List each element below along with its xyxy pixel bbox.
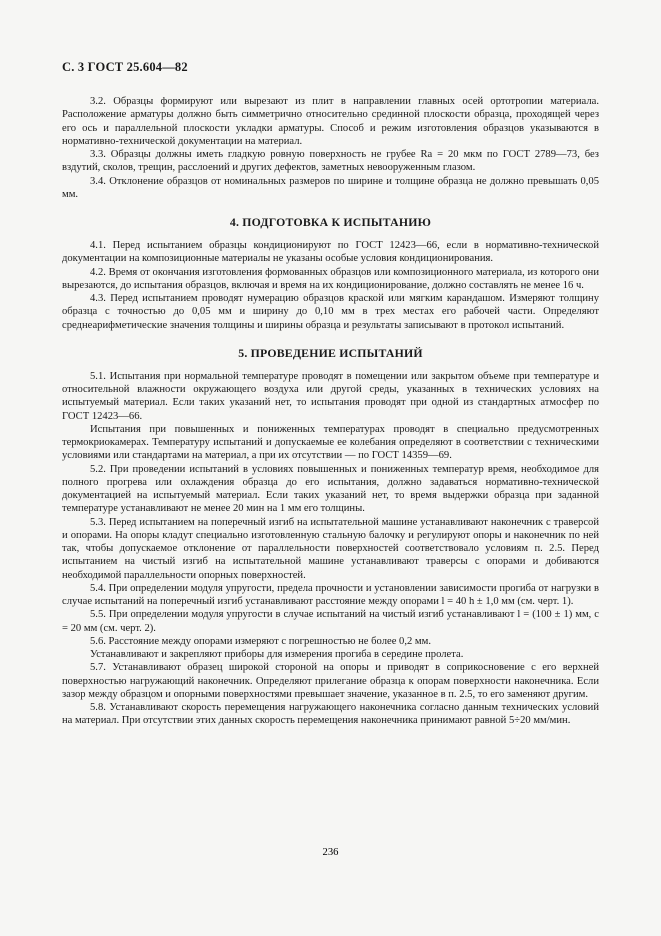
- paragraph-5-2: 5.2. При проведении испытаний в условиях повышенных и пониженных температур время, необходимое для полного прогрева или охлаждения образца до его испытания, должно задаваться нормативно-технической документацией на испытуемый материал. Если таких указаний нет, то время выдержки образца при заданной температуре устанавливают не менее 20 мин на 1 мм его толщины.: [62, 463, 599, 515]
- page-number: 236: [322, 847, 339, 858]
- section-5: [62, 346, 599, 728]
- section-title-4: 4. ПОДГОТОВКА К ИСПЫТАНИЮ: [229, 215, 432, 229]
- paragraph-3-4: 3.4. Отклонение образцов от номинальных размеров по ширине и толщине образца не должно превышать 0,05 мм.: [62, 175, 599, 200]
- paragraph-4-2: 4.2. Время от окончания изготовления формованных образцов или композиционного материала, из которого они вырезаются, до испытания образцов, включая и время на их кондиционирование, должно составлять не менее 16 ч.: [62, 266, 599, 291]
- section-3: [62, 95, 599, 201]
- paragraph-5-8: 5.8. Устанавливают скорость перемещения нагружающего наконечника согласно данным технических условий на материал. При отсутствии этих данных скорость перемещения наконечника принимают равной 5÷20 мм/мин.: [62, 702, 599, 727]
- running-head: С. 3 ГОСТ 25.604—82: [62, 60, 188, 74]
- paragraph-5-5: 5.5. При определении модуля упругости в случае испытаний на чистый изгиб устанавливают l = (100 ± 1) мм, c = 20 мм (см. черт. 2).: [62, 609, 599, 634]
- paragraph-4-1: 4.1. Перед испытанием образцы кондиционируют по ГОСТ 12423—66, если в нормативно-технической документации на композиционные материалы не указаны особые условия кондиционирования.: [62, 240, 599, 265]
- paragraph-3-2: 3.2. Образцы формируют или вырезают из плит в направлении главных осей ортотропии материала. Расположение арматуры должно быть симметрично относительно срединной плоскости образца, проходящей через его ось и параллельной плоскости укладки арматуры. Способ и режим изготовления образцов указываются в нормативно-технической документации на материал.: [62, 96, 599, 147]
- paragraph-5-1-cont: Испытания при повышенных и пониженных температурах проводят в специально предусмотренных термокриокамерах. Температуру испытаний и допускаемые ее колебания определяют в соответствии с техническими условиями или стандартами на материал, а при их отсутствии — по ГОСТ 14359—69.: [62, 423, 599, 462]
- paragraph-5-6-cont: Устанавливают и закрепляют приборы для измерения прогиба в середине пролета.: [90, 649, 464, 660]
- paragraph-5-3: 5.3. Перед испытанием на поперечный изгиб на испытательной машине устанавливают наконечник с траверсой и опорами. На опоры кладут специально изготовленную стальную балочку и регулируют опоры и наконечник по ней так, чтобы допускаемое отклонение от параллельности поверхностей соответствовало условиям п. 2.5. Перед испытанием на чистый изгиб на испытательной машине устанавливают траверсы с опорами и добиваются необходимой параллельности опорных поверхностей.: [62, 516, 599, 581]
- paragraph-5-4: 5.4. При определении модуля упругости, предела прочности и установлении зависимости прогиба от нагрузки в случае испытаний на поперечный изгиб устанавливают расстояние между опорами l = 40 h ± 1,0 мм (см. черт. 1).: [62, 582, 599, 607]
- section-title-5: 5. ПРОВЕДЕНИЕ ИСПЫТАНИЙ: [238, 345, 423, 360]
- paragraph-4-3: 4.3. Перед испытанием проводят нумерацию образцов краской или мягким карандашом. Измеряют толщину образца с точностью до 0,05 мм и ширину до 0,10 мм в трех местах его рабочей части. Определяют среднеарифметические значения толщины и ширины образца и результаты записывают в протокол испытаний.: [62, 293, 599, 331]
- paragraph-5-6: 5.6. Расстояние между опорами измеряют с погрешностью не более 0,2 мм.: [90, 635, 431, 647]
- paragraph-5-1: 5.1. Испытания при нормальной температуре проводят в помещении или закрытом объеме при температуре и относительной влажности окружающего воздуха или другой среды, указанных в технических условиях на испытуемый материал. Если таких указаний нет, то испытания проводят при одной из стандартных атмосфер по ГОСТ 12423—66.: [62, 370, 599, 422]
- paragraph-5-7: 5.7. Устанавливают образец широкой стороной на опоры и приводят в соприкосновение с его верхней поверхностью нагружающий наконечник. Определяют прилегание образца к опорам поверхности наконечника. Если зазор между образцом и опорными поверхностями превышает значение, указанное в п. 2.5, то его заменяют другим.: [62, 662, 599, 700]
- section-4: [62, 215, 599, 332]
- paragraph-3-3: 3.3. Образцы должны иметь гладкую ровную поверхность не грубее Ra = 20 мкм по ГОСТ 2789—73, без вздутий, сколов, трещин, расслоений и других дефектов, заметных невооруженным глазом.: [62, 149, 599, 174]
